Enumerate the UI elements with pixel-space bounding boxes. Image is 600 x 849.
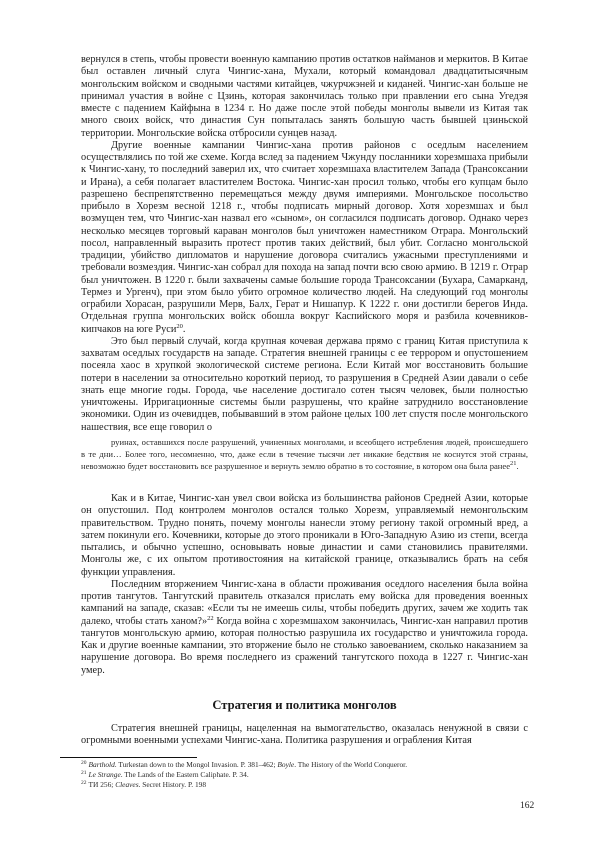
- paragraph-text: Это был первый случай, когда крупная кочевая держава прямо с границ Китая приступила к захватам оседлых государств на западе. Стратегия внешней границы с ее террором и опустошением посеяла хаос в хрупкой экологической системе региона. Если Китай мог восстановить большие потери в населении за относительно короткий период, то разрушения в Средней Азии давали о себе знать еще многие годы. Города, чье население достигало сотен тысяч человек, были полностью уничтожены. Ирригационные системы были разрушены, что крайне затруднило восстановление экономики. Один из очевидцев, побывавший в этом районе целых 100 лет спустя после монгольского нашествия, все еще говорил о: [81, 335, 528, 433]
- paragraph-text: вернулся в степь, чтобы провести военную кампанию против остатков найманов и меркитов. В Китае был оставлен личный слуга Чингис-хана, Мухали, который командовал двадцатитысячным монгольским войском и сводными частями китайцев, чжурчжэней и киданей. Чингис-хан больше не принимал участия в войне с Цзинь, которая закончилась только при правлении его сына Угедэя вместе с падением Кайфына в 1234 г. Но даже после этой победы монголы вывели из Китая так много своих войск, что династия Сун попыталась занять большую часть бывшей цзиньской территории. Монгольские войска отбросили сунцев назад.: [81, 54, 528, 139]
- body-text-block-3: [81, 723, 528, 748]
- punctuation: .: [516, 461, 519, 471]
- footnote-text: . Turkestan down to the Mongol Invasion. P. 381–462;: [114, 760, 278, 769]
- paragraph-text: Стратегия внешней границы, нацеленная на вымогательство, оказалась ненужной в связи с огромными военными успехами Чингис-хана. Политика разрушения и ограбления Китая: [81, 723, 528, 747]
- page-number: 162: [520, 801, 535, 811]
- footnote-ref-20[interactable]: 20: [176, 322, 183, 330]
- paragraph-text: Последним вторжением Чингис-хана в области проживания оседлого населения была война против тангутов. Тангутский правитель отказался прислать ему войска для проведения военных кампаний на западе, сказав: «Если ты не имеешь силы, чтобы победить других, зачем же ходить так далеко, чтобы стать ханом?»: [81, 578, 528, 627]
- punctuation: .: [182, 323, 186, 335]
- paragraph-withdrawal: [81, 493, 528, 579]
- footnote-ref-22[interactable]: 22: [207, 614, 214, 622]
- quote-text: руинах, оставшихся после разрушений, учиненных монголами, и всеобщего истребления людей, происшедшего в те дни… Более того, несомненно, что, даже если в течение тысячи лет никакие бедствия не коснутся этой страны, невозможно будет восстановить все разрушенное и вернуть землю обратно в то состояние, в котором она была ранее: [81, 437, 528, 471]
- body-text-block-2: [81, 493, 528, 677]
- footnote-text: ТИ 256;: [88, 780, 116, 789]
- footnote-author: Cleaves: [115, 780, 139, 789]
- footnote-text: . Secret History. P. 198: [138, 780, 207, 789]
- paragraph-first-case: [81, 336, 528, 434]
- paragraph-strategy: [81, 723, 528, 748]
- paragraph-khwarezm-campaign: [81, 140, 528, 336]
- paragraph-text: Как и в Китае, Чингис-хан увел свои войска из большинства районов Средней Азии, которые он опустошил. Под контролем монголов остался только Хорезм, управляемый немонгольским правительством. Трудно понять, почему монголы нанесли этому региону такой огромный вред, а затем покинули его. Кочевники, которые до этого проникали в Юго-Западную Азию из степи, всегда пытались, и обычно успешно, основывать новые династии и сами становились правителями. Монголы же, с их опытом противостояния на китайской границе, отказывались брать на себя функции управления.: [81, 493, 528, 578]
- footnote-21: [81, 770, 541, 780]
- footnote-separator: [60, 757, 197, 758]
- footnote-number: 20: [81, 760, 87, 766]
- footnote-number: 21: [81, 770, 87, 776]
- body-text-block-1: [81, 54, 528, 434]
- paragraph-tangut-war: [81, 579, 528, 677]
- section-heading: Стратегия и политика монголов: [212, 698, 397, 712]
- paragraph-text: Другие военные кампании Чингис-хана против районов с оседлым населением осуществлялись по той же схеме. Когда вслед за падением Чжунду посланники хорезмшаха прибыли к Чингис-хану, то последний заверил их, что считает хорезмшаха властителем Запада (Трансоксании и Ирана), а себя полагает властителем Востока. Чингис-хан просил только, чтобы его купцам было разрешено беспрепятственно перемещаться между двумя империями. Монгольское посольство прибыло в Хорезм весной 1218 г., чтобы подписать мирный договор. Хотя хорезмшах и был возмущен тем, что Чингис-хан назвал его «сыном», он согласился подписать договор. Однако через несколько месяцев торговый караван монголов был уничтожен наместником Отрара. Монгольский посол, направленный выразить протест против таких действий, был убит. Согласно монгольской традиции, убийство дипломатов и нарушение договора считались ужасными преступлениями и требовали возмездия. Чингис-хан собрал для похода на запад почти всю свою армию. В 1219 г. Отрар был уничтожен. В 1220 г. были захвачены самые большие города Трансоксании (Бухара, Самарканд, Термез и Ургенч), при этом было убито огромное количество людей. На следующий год монголы ограбили Хорасан, разрушили Мерв, Балх, Герат и Нишапур. К 1222 г. они достигли берегов Инда. Отдельная группа монгольских войск обошла вокруг Каспийского моря и разбила кочевников-кипчаков на юге Руси: [81, 139, 528, 335]
- footnotes: [81, 760, 541, 790]
- footnote-ref-21[interactable]: 21: [510, 460, 517, 467]
- footnote-author: Boyle: [277, 760, 295, 769]
- block-quote: [81, 436, 528, 472]
- paragraph-continuation: [81, 54, 528, 140]
- footnote-20: [81, 760, 541, 770]
- footnote-author: Le Strange: [88, 770, 121, 779]
- footnote-number: 22: [81, 780, 87, 786]
- footnote-22: [81, 780, 541, 790]
- footnote-text: . The Lands of the Eastern Caliphate. P. 34.: [120, 770, 249, 779]
- footnote-author: Barthold: [88, 760, 115, 769]
- quote-paragraph: [81, 436, 528, 472]
- footnote-text: . The History of the World Conqueror.: [294, 760, 408, 769]
- paragraph-text: Когда война с хорезмшахом закончилась, Чингис-хан направил против тангутов монгольскую армию, которая полностью разрушила их государство и уничтожила города. Как и другие военные кампании, это вторжение было не столько завоеванием, сколько наказанием за нарушение договора. Во время последнего из сражений тангутского похода в 1227 г. Чингис-хан умер.: [81, 615, 528, 676]
